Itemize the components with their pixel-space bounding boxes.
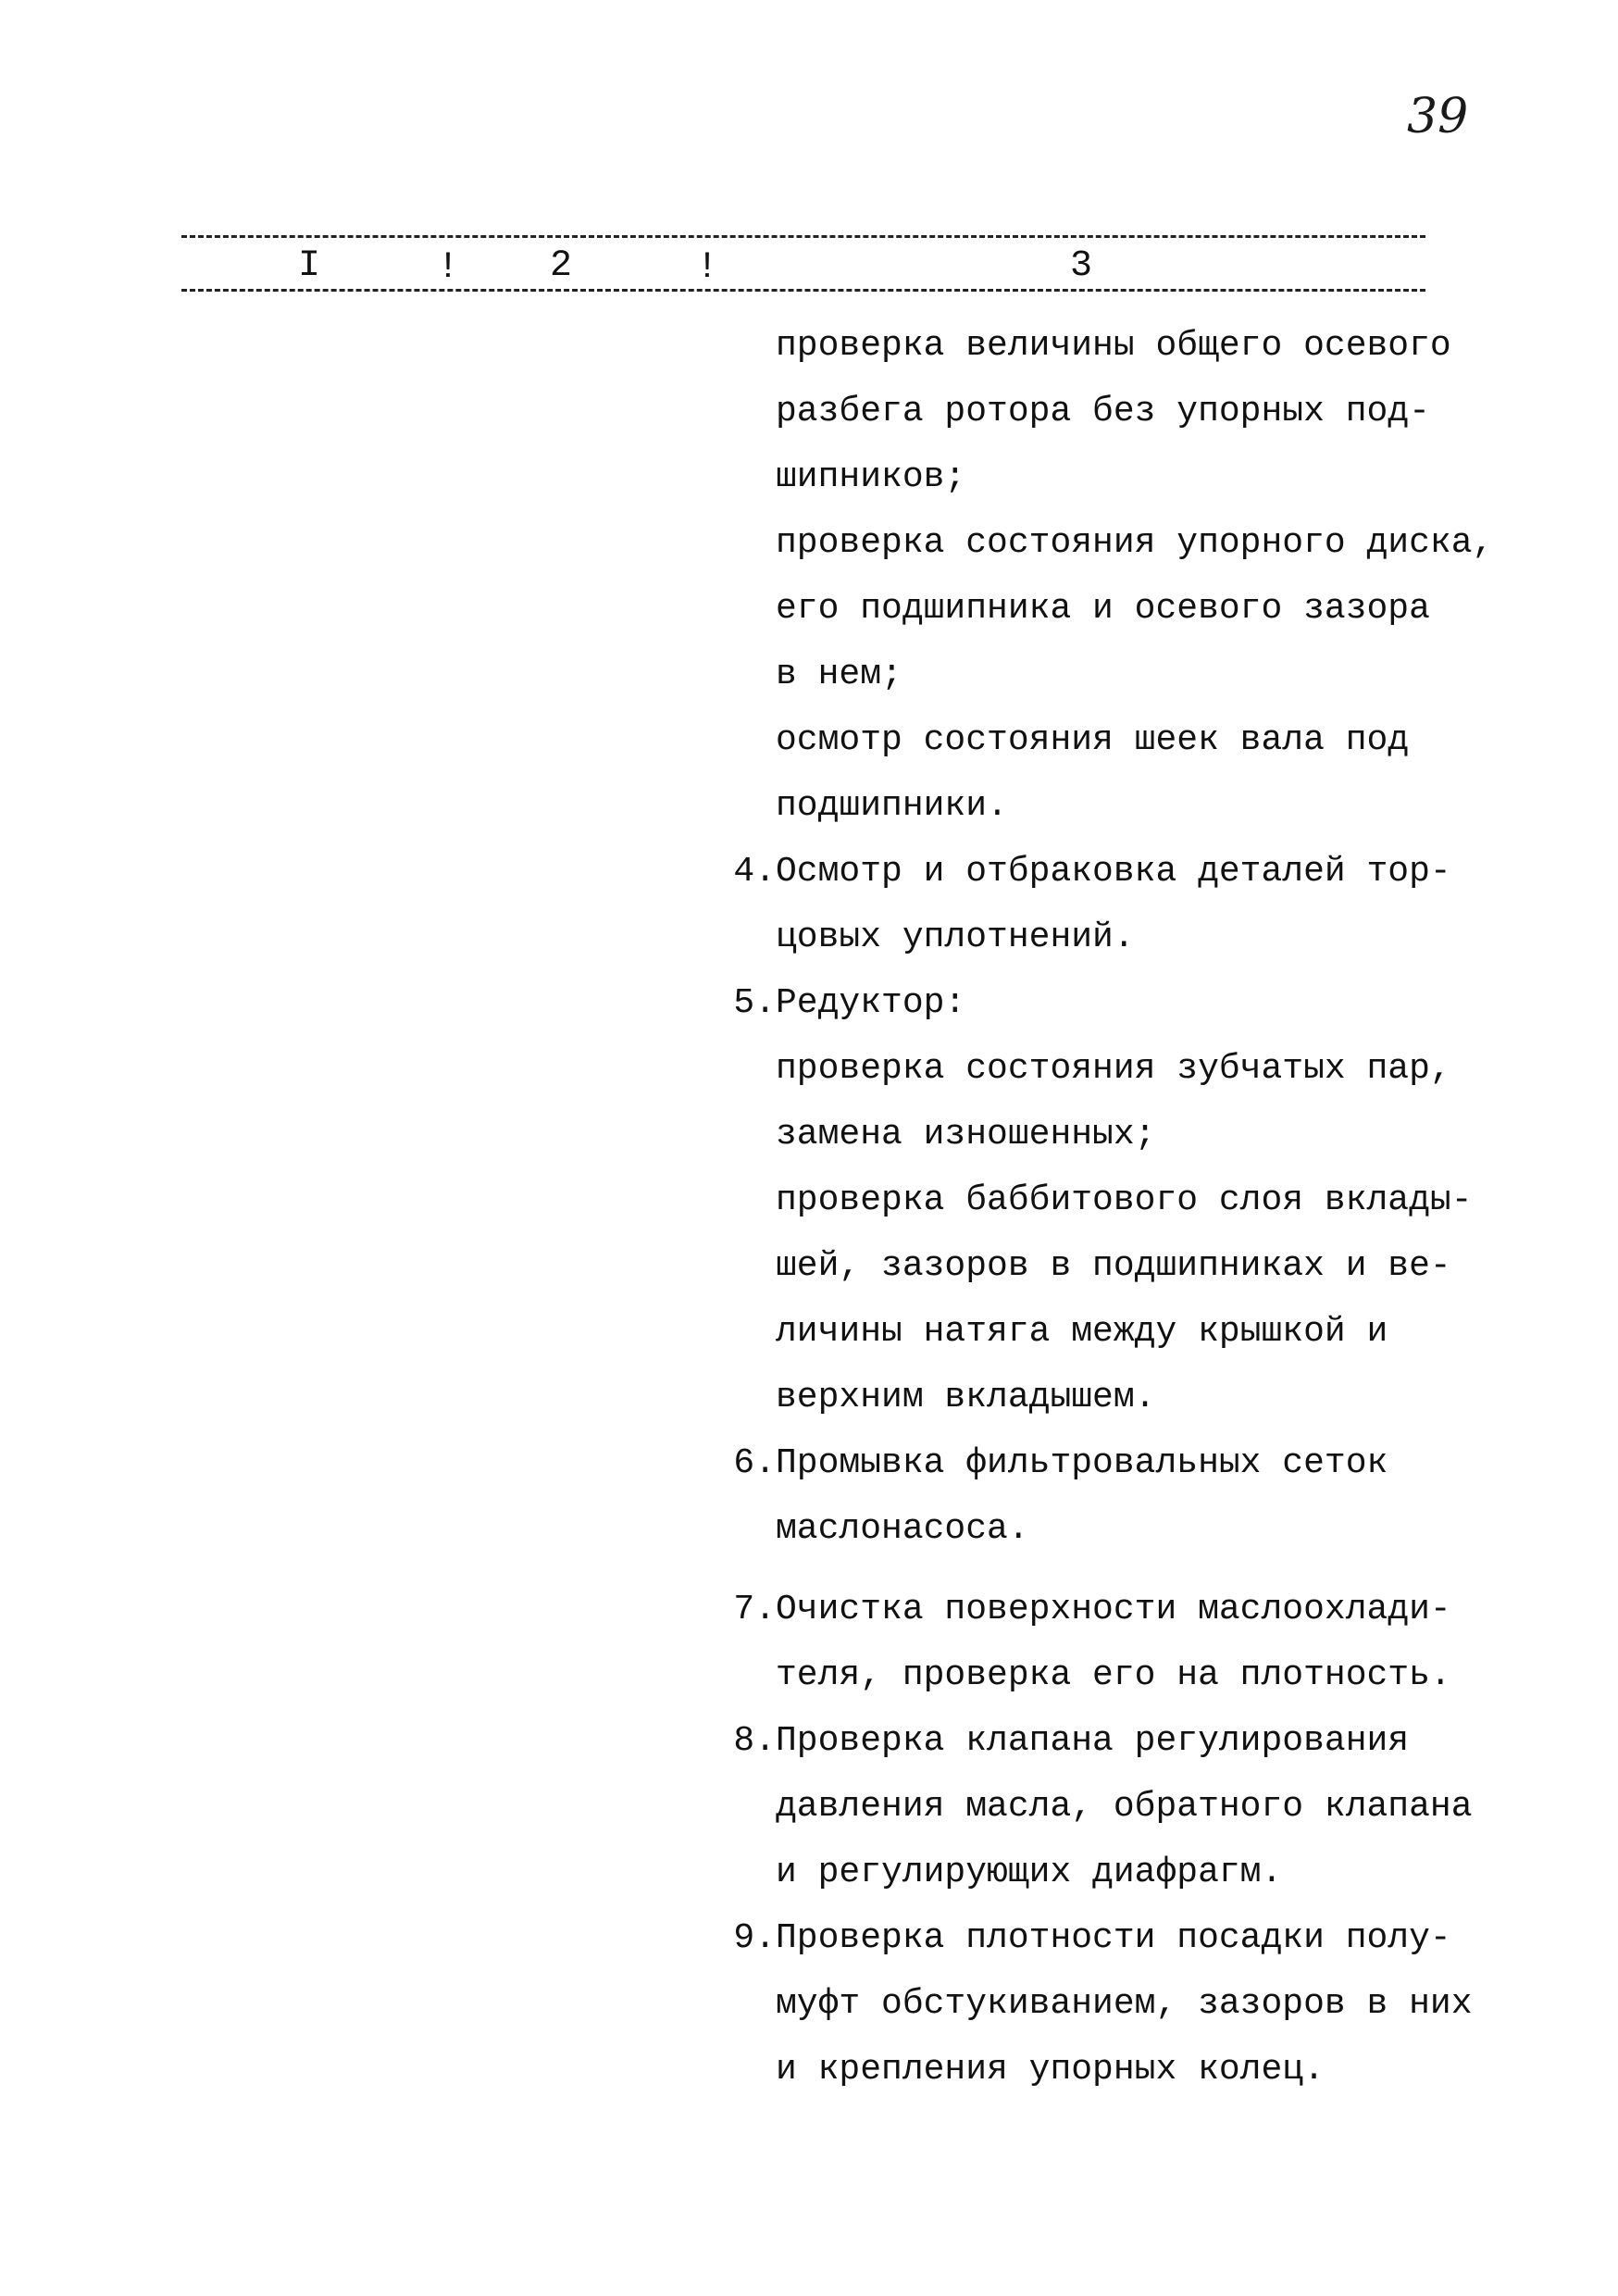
item-line: Промывка фильтровальных сеток xyxy=(776,1443,1388,1483)
reducer-line: личины натяга между крышкой и xyxy=(776,1312,1388,1352)
reducer-line: шей, зазоров в подшипниках и ве- xyxy=(776,1246,1451,1286)
item-line: Проверка клапана регулирования xyxy=(776,1721,1410,1761)
item-line: Редуктор: xyxy=(776,983,966,1023)
table-header-top-rule xyxy=(181,235,1425,238)
table-header-col-3: 3 xyxy=(1070,245,1093,287)
reducer-line: проверка состояния зубчатых пар, xyxy=(776,1049,1451,1089)
table-header-separator-2: ! xyxy=(696,247,719,289)
reducer-line: замена изношенных; xyxy=(776,1115,1156,1154)
item-line: теля, проверка его на плотность. xyxy=(776,1655,1451,1695)
item-line: Осмотр и отбраковка деталей тор- xyxy=(776,852,1451,892)
item-number: 6. xyxy=(733,1443,776,1483)
list-item-4 xyxy=(703,839,1500,970)
list-item-5 xyxy=(703,970,1500,1036)
continuation-line: разбега ротора без упорных под- xyxy=(776,392,1430,431)
continuation-line: его подшипника и осевого зазора xyxy=(776,589,1430,629)
item-number: 5. xyxy=(733,983,776,1023)
spacer xyxy=(703,1562,1500,1577)
item-line: маслонасоса. xyxy=(776,1509,1029,1549)
continuation-line: подшипники. xyxy=(776,786,1008,826)
column-3-content xyxy=(703,313,1500,2103)
item-line: цовых уплотнений. xyxy=(776,917,1135,957)
item-number: 7. xyxy=(733,1590,776,1629)
continuation-line: в нем; xyxy=(776,655,902,694)
item-number: 8. xyxy=(733,1721,776,1761)
table-header-bottom-rule xyxy=(181,289,1425,292)
table-header-col-2: 2 xyxy=(550,245,573,287)
list-item-7 xyxy=(703,1577,1500,1708)
item-number: 4. xyxy=(733,852,776,892)
item-line: давления масла, обратного клапана xyxy=(776,1787,1473,1827)
item-line: Проверка плотности посадки полу- xyxy=(776,1918,1451,1958)
continuation-line: проверка состояния упорного диска, xyxy=(776,523,1494,563)
list-item-8 xyxy=(703,1708,1500,1905)
reducer-line: проверка баббитового слоя вклады- xyxy=(776,1180,1473,1220)
item-number: 9. xyxy=(733,1918,776,1958)
item-line: и крепления упорных колец. xyxy=(776,2050,1325,2090)
continuation-line: осмотр состояния шеек вала под xyxy=(776,720,1410,760)
reducer-line: верхним вкладышем. xyxy=(776,1378,1156,1417)
item-line: Очистка поверхности маслоохлади- xyxy=(776,1590,1451,1629)
list-item-9 xyxy=(703,1905,1500,2103)
list-item-6 xyxy=(703,1430,1500,1562)
continuation-line: шипников; xyxy=(776,457,966,497)
table-header-separator-1: ! xyxy=(437,247,460,289)
item-line: и регулирующих диафрагм. xyxy=(776,1853,1283,1892)
table-header-col-1: I xyxy=(298,245,321,287)
item-line: муфт обстукиванием, зазоров в них xyxy=(776,1984,1473,2024)
page-number: 39 xyxy=(1407,89,1469,144)
continuation-line: проверка величины общего осевого xyxy=(776,326,1451,366)
